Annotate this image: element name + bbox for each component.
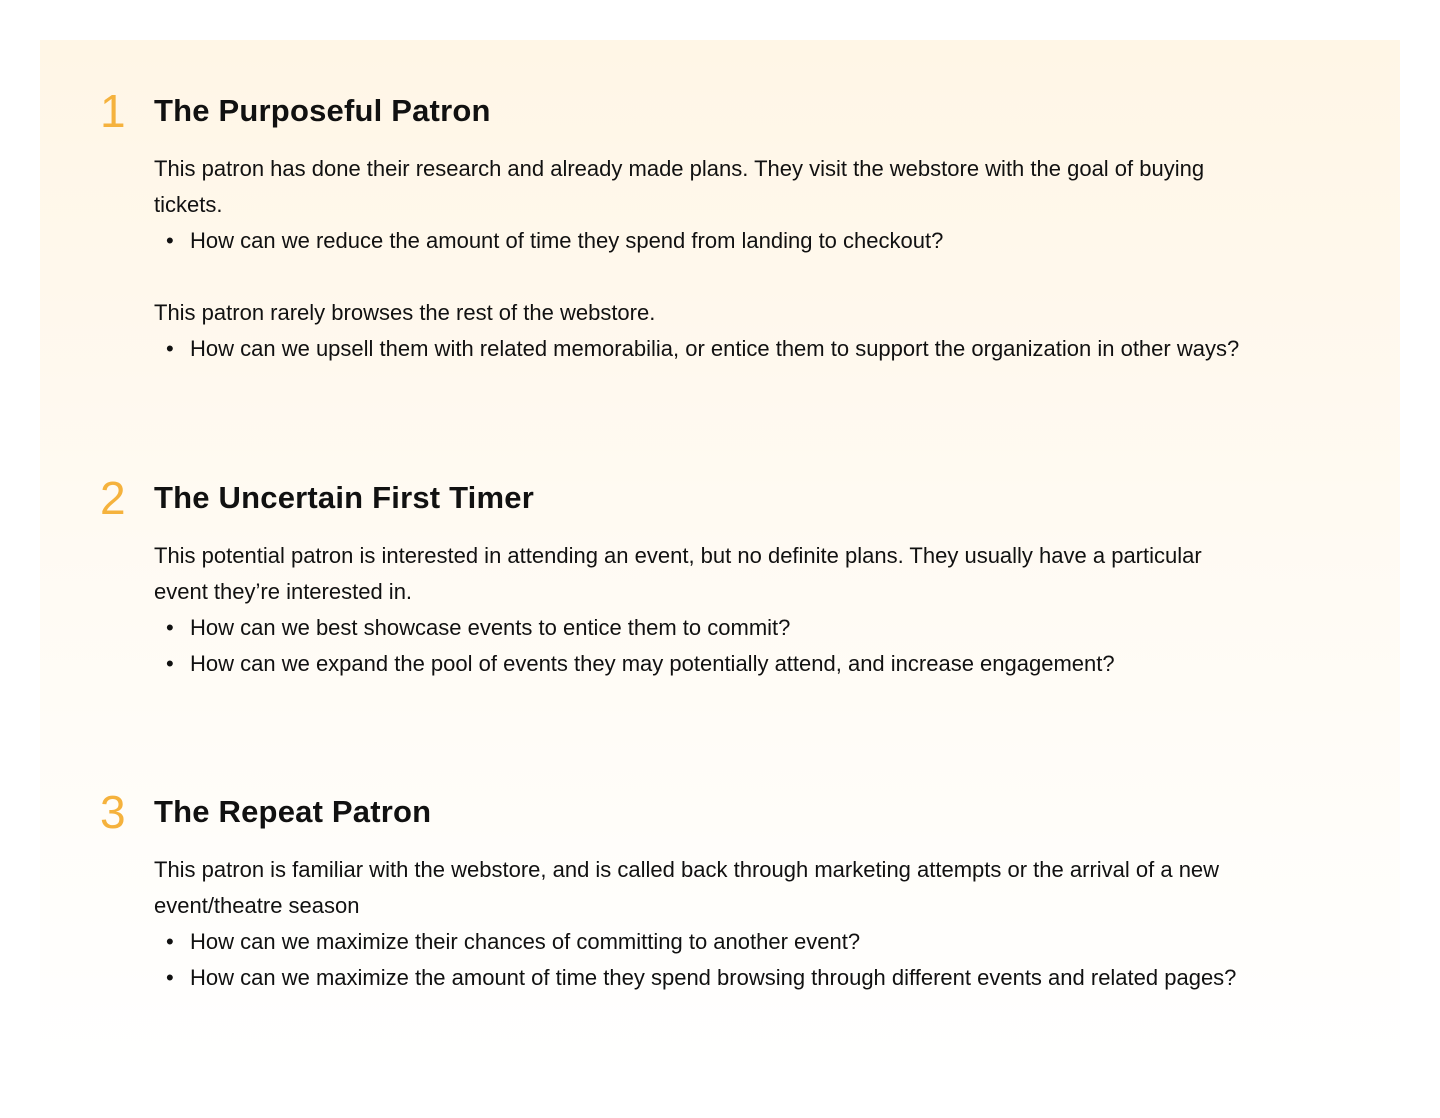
persona-body bbox=[154, 852, 1254, 996]
question-list bbox=[154, 610, 1254, 682]
question-text: How can we reduce the amount of time they spend from landing to checkout? bbox=[190, 228, 944, 253]
question-text: How can we expand the pool of events they may potentially attend, and increase engagement? bbox=[190, 651, 1115, 676]
list-item bbox=[154, 924, 1254, 960]
persona-description: This patron has done their research and already made plans. They visit the webstore with the goal of buying tickets. bbox=[154, 156, 1205, 217]
question-text: How can we maximize their chances of committing to another event? bbox=[190, 929, 861, 954]
question-text: How can we upsell them with related memorabilia, or entice them to support the organization in other ways? bbox=[190, 336, 1240, 361]
persona-number: 2 bbox=[100, 472, 126, 524]
persona-description: This patron rarely browses the rest of the webstore. bbox=[154, 300, 656, 325]
bullet-icon: • bbox=[166, 615, 174, 640]
persona-body bbox=[154, 151, 1254, 367]
list-item bbox=[154, 960, 1254, 996]
question-list bbox=[154, 223, 1254, 259]
list-item bbox=[154, 223, 1254, 259]
bullet-icon: • bbox=[166, 965, 174, 990]
persona-number: 1 bbox=[100, 85, 126, 137]
persona-number: 3 bbox=[100, 786, 126, 838]
persona-title: The Uncertain First Timer bbox=[154, 480, 534, 515]
persona-description: This patron is familiar with the webstore, and is called back through marketing attempts or the arrival of a new event/theatre season bbox=[154, 857, 1220, 918]
bullet-icon: • bbox=[166, 336, 174, 361]
persona-title: The Purposeful Patron bbox=[154, 93, 491, 128]
list-item bbox=[154, 646, 1254, 682]
list-item bbox=[154, 610, 1254, 646]
question-text: How can we maximize the amount of time they spend browsing through different events and related pages? bbox=[190, 965, 1237, 990]
list-item bbox=[154, 331, 1254, 367]
bullet-icon: • bbox=[166, 228, 174, 253]
spacer bbox=[154, 259, 1254, 295]
persona-body bbox=[154, 538, 1254, 682]
bullet-icon: • bbox=[166, 651, 174, 676]
persona-description: This potential patron is interested in attending an event, but no definite plans. They usually have a particular event they’re interested in. bbox=[154, 543, 1202, 604]
personas-card bbox=[40, 40, 1400, 1078]
question-text: How can we best showcase events to entice them to commit? bbox=[190, 615, 791, 640]
question-list bbox=[154, 924, 1254, 996]
persona-title: The Repeat Patron bbox=[154, 794, 432, 829]
question-list bbox=[154, 331, 1254, 367]
bullet-icon: • bbox=[166, 929, 174, 954]
